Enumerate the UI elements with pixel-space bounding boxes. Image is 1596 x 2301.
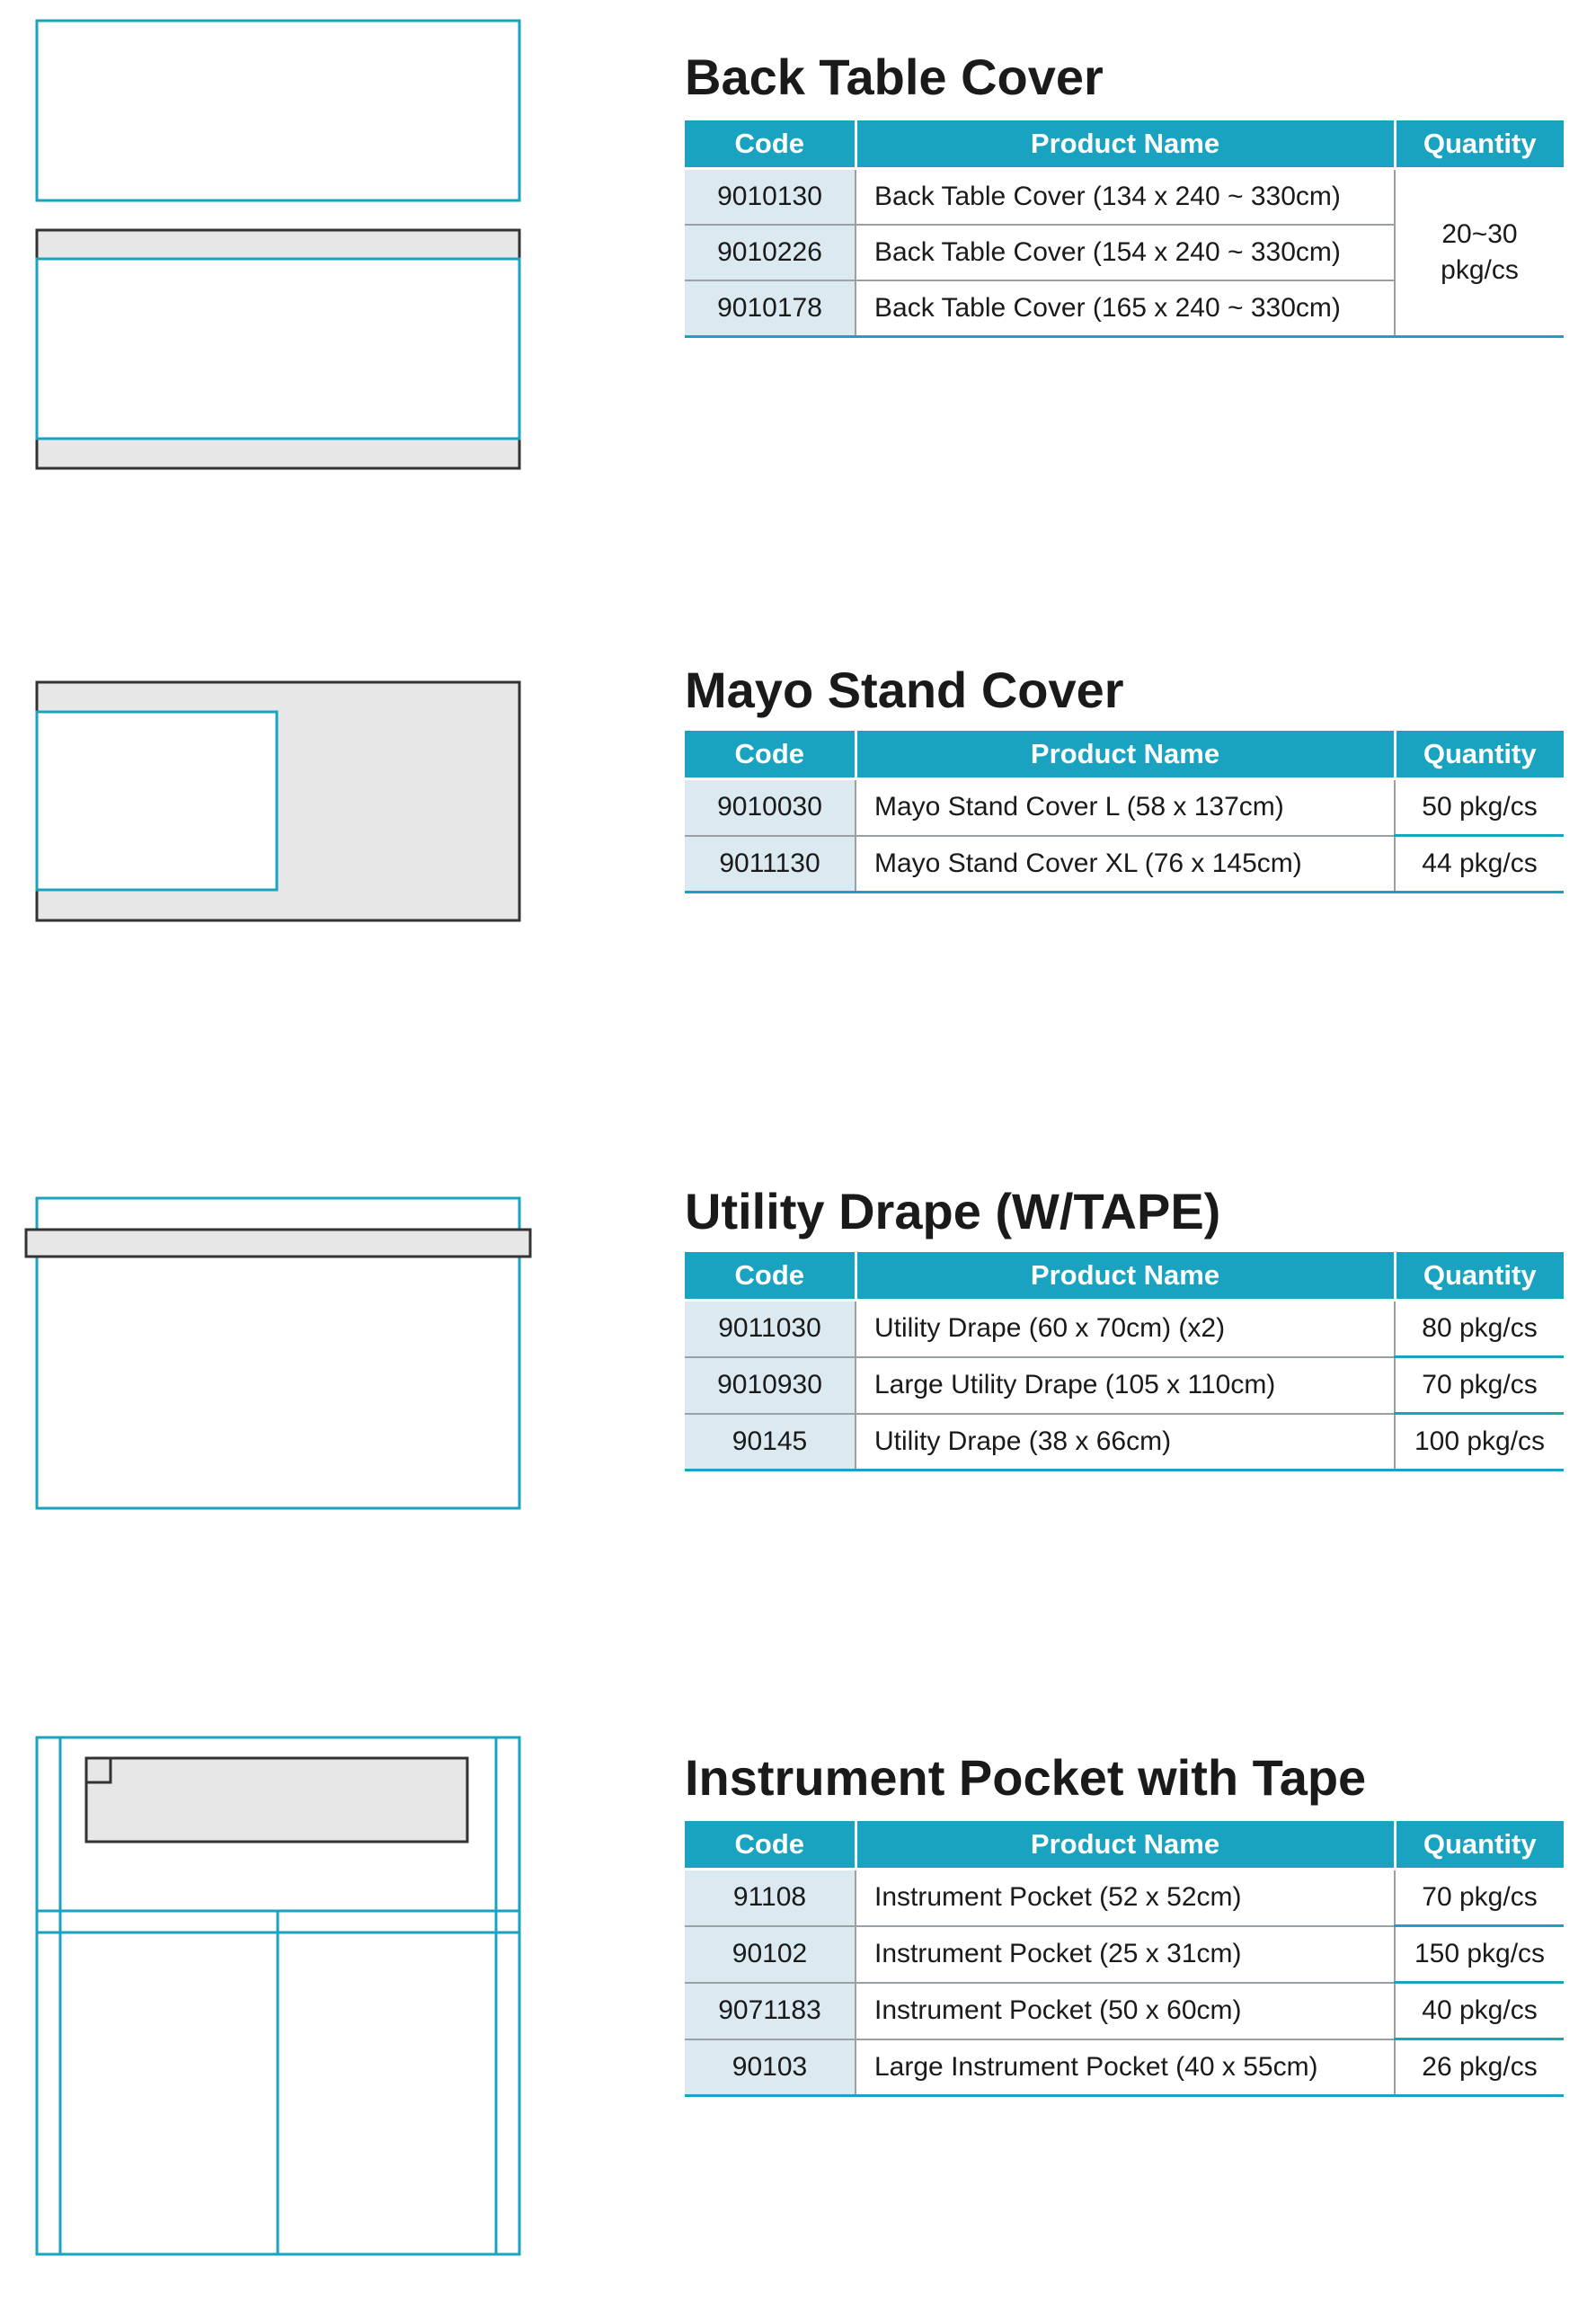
mayo-stand-cover-table xyxy=(685,731,1564,893)
utility-drape-table xyxy=(685,1252,1564,1471)
column-header-quantity: Quantity xyxy=(1395,1252,1564,1301)
section-title-utility-drape: Utility Drape (W/TAPE) xyxy=(685,1183,1221,1239)
section-title-mayo-stand-cover: Mayo Stand Cover xyxy=(685,662,1124,718)
section-title-instrument-pocket: Instrument Pocket with Tape xyxy=(685,1749,1367,1806)
product-code: 9011130 xyxy=(685,836,856,893)
product-code: 90103 xyxy=(685,2039,856,2096)
product-code: 9010178 xyxy=(685,280,856,337)
table-row xyxy=(685,1357,1564,1414)
product-code: 9011030 xyxy=(685,1301,856,1357)
utility-drape-diagram xyxy=(22,1194,534,1517)
table-header-row xyxy=(685,120,1564,169)
product-name: Mayo Stand Cover XL (76 x 145cm) xyxy=(856,836,1395,893)
column-header-product-name: Product Name xyxy=(856,1252,1395,1301)
table-row xyxy=(685,836,1564,893)
shared-quantity-line2: pkg/cs xyxy=(1441,255,1519,285)
product-name: Instrument Pocket (52 x 52cm) xyxy=(856,1870,1395,1926)
product-quantity: 150 pkg/cs xyxy=(1395,1926,1564,1983)
table-header-row xyxy=(685,1821,1564,1870)
table-header-row xyxy=(685,731,1564,779)
table-row xyxy=(685,2039,1564,2096)
product-quantity: 50 pkg/cs xyxy=(1395,779,1564,836)
product-quantity: 44 pkg/cs xyxy=(1395,836,1564,893)
product-code: 9010930 xyxy=(685,1357,856,1414)
table-header-row xyxy=(685,1252,1564,1301)
product-quantity: 26 pkg/cs xyxy=(1395,2039,1564,2096)
product-name: Back Table Cover (154 x 240 ~ 330cm) xyxy=(856,225,1395,280)
product-name: Mayo Stand Cover L (58 x 137cm) xyxy=(856,779,1395,836)
product-name: Large Utility Drape (105 x 110cm) xyxy=(856,1357,1395,1414)
product-name: Utility Drape (60 x 70cm) (x2) xyxy=(856,1301,1395,1357)
section-title-back-table-cover: Back Table Cover xyxy=(685,49,1104,105)
table-row xyxy=(685,779,1564,836)
product-name: Instrument Pocket (50 x 60cm) xyxy=(856,1983,1395,2039)
product-code: 90145 xyxy=(685,1414,856,1470)
product-code: 91108 xyxy=(685,1870,856,1926)
table-row xyxy=(685,1870,1564,1926)
product-code: 9010030 xyxy=(685,779,856,836)
product-code: 9010226 xyxy=(685,225,856,280)
product-name: Back Table Cover (134 x 240 ~ 330cm) xyxy=(856,169,1395,226)
table-row xyxy=(685,1926,1564,1983)
back-table-cover-table xyxy=(685,120,1564,338)
shared-quantity-line1: 20~30 xyxy=(1441,219,1518,249)
product-code: 90102 xyxy=(685,1926,856,1983)
column-header-code: Code xyxy=(685,1821,856,1870)
product-quantity: 40 pkg/cs xyxy=(1395,1983,1564,2039)
back-table-cover-diagram xyxy=(32,16,527,475)
mayo-stand-cover-diagram xyxy=(32,678,527,929)
column-header-quantity: Quantity xyxy=(1395,731,1564,779)
product-quantity: 80 pkg/cs xyxy=(1395,1301,1564,1357)
column-header-code: Code xyxy=(685,120,856,169)
product-name: Utility Drape (38 x 66cm) xyxy=(856,1414,1395,1470)
product-name: Back Table Cover (165 x 240 ~ 330cm) xyxy=(856,280,1395,337)
instrument-pocket-diagram xyxy=(32,1733,527,2263)
column-header-quantity: Quantity xyxy=(1395,1821,1564,1870)
column-header-code: Code xyxy=(685,1252,856,1301)
instrument-pocket-table xyxy=(685,1821,1564,2097)
column-header-product-name: Product Name xyxy=(856,731,1395,779)
product-name: Large Instrument Pocket (40 x 55cm) xyxy=(856,2039,1395,2096)
column-header-product-name: Product Name xyxy=(856,120,1395,169)
column-header-quantity: Quantity xyxy=(1395,120,1564,169)
table-row xyxy=(685,1301,1564,1357)
table-row xyxy=(685,169,1564,226)
product-quantity: 70 pkg/cs xyxy=(1395,1357,1564,1414)
column-header-code: Code xyxy=(685,731,856,779)
product-quantity: 100 pkg/cs xyxy=(1395,1414,1564,1470)
column-header-product-name: Product Name xyxy=(856,1821,1395,1870)
table-row xyxy=(685,1983,1564,2039)
product-code: 9071183 xyxy=(685,1983,856,2039)
product-name: Instrument Pocket (25 x 31cm) xyxy=(856,1926,1395,1983)
shared-quantity xyxy=(1395,169,1564,337)
product-code: 9010130 xyxy=(685,169,856,226)
product-quantity: 70 pkg/cs xyxy=(1395,1870,1564,1926)
table-row xyxy=(685,1414,1564,1470)
